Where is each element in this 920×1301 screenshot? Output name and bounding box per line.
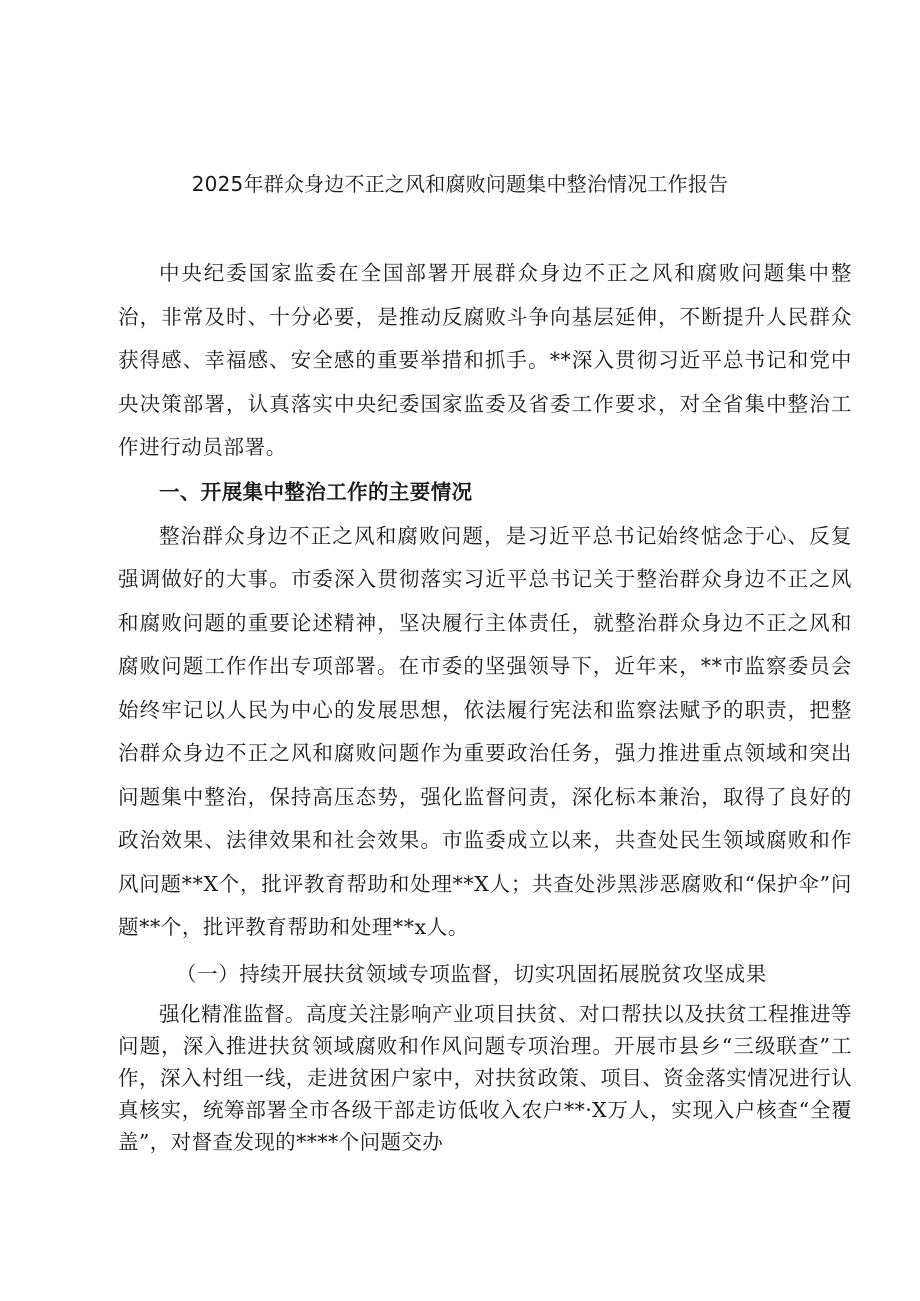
section-heading-1: 一、开展集中整治工作的主要情况: [159, 479, 473, 504]
subsection-heading-1: （一）持续开展扶贫领域专项监督，切实巩固拓展脱贫攻坚成果: [176, 961, 767, 986]
intro-paragraph: 中央纪委国家监委在全国部署开展群众身边不正之风和腐败问题集中整治，非常及时、十分必要，是推动反腐败斗争向基层延伸，不断提升人民群众获得感、幸福感、安全感的重要举措和抓手。**深入贯彻习近平总书记和党中央决策部署，认真落实中央纪委国家监委及省委工作要求，对全省集中整治工作进行动员部署。: [118, 261, 852, 459]
document-title: 2025年群众身边不正之风和腐败问题集中整治情况工作报告: [191, 172, 729, 196]
subsection-1-paragraph: 强化精准监督。高度关注影响产业项目扶贫、对口帮扶以及扶贫工程推进等问题，深入推进扶贫领域腐败和作风问题专项治理。开展市县乡“三级联查”工作，深入村组一线，走进贫困户家中，对扶贫政策、项目、资金落实情况进行认真核实，统筹部署全市各级干部走访低收入农户**·X万人，实现入户核查“全覆盖”，对督查发现的****个问题交办: [118, 1001, 852, 1154]
document-body: [118, 252, 852, 1158]
section-1-paragraph: 整治群众身边不正之风和腐败问题，是习近平总书记始终惦念于心、反复强调做好的大事。市委深入贯彻落实习近平总书记关于整治群众身边不正之风和腐败问题的重要论述精神，坚决履行主体责任，就整治群众身边不正之风和腐败问题工作作出专项部署。在市委的坚强领导下，近年来，**市监察委员会始终牢记以人民为中心的发展思想，依法履行宪法和监察法赋予的职责，把整治群众身边不正之风和腐败问题作为重要政治任务，强力推进重点领域和突出问题集中整治，保持高压态势，强化监督问责，深化标本兼治，取得了良好的政治效果、法律效果和社会效果。市监委成立以来，共查处民生领域腐败和作风问题**X个，批评教育帮助和处理**X人；共查处涉黑涉恶腐败和“保护伞”问题**个，批评教育帮助和处理**x人。: [118, 523, 852, 939]
